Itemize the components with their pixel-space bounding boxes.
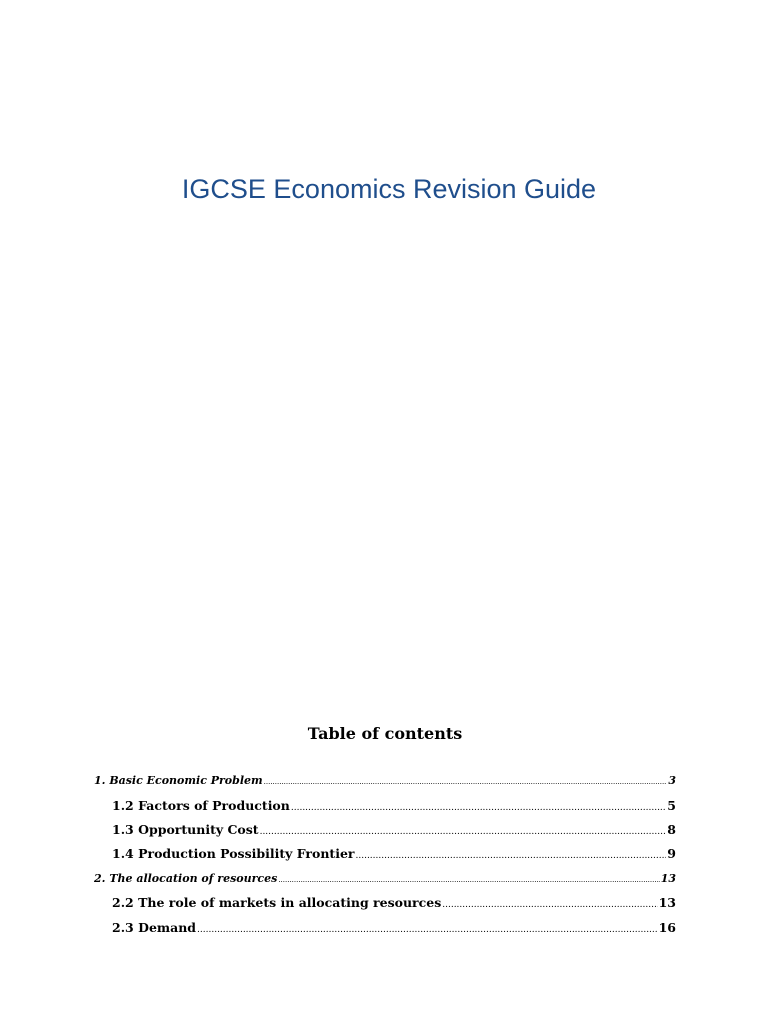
toc-entry-label: 1. Basic Economic Problem xyxy=(94,774,263,787)
toc-entry-page: 9 xyxy=(667,846,676,861)
toc-leader-dots xyxy=(260,822,667,837)
toc-entry[interactable] xyxy=(112,822,676,840)
toc-entry-page: 8 xyxy=(667,822,676,837)
toc-entry-label: 2. The allocation of resources xyxy=(94,872,278,885)
toc-entry[interactable] xyxy=(112,895,676,913)
toc-heading: Table of contents xyxy=(307,724,463,743)
toc-entry-label: 1.3 Opportunity Cost xyxy=(112,822,259,837)
toc-leader-dots xyxy=(442,895,657,910)
toc-entry[interactable] xyxy=(112,798,676,816)
document-title: IGCSE Economics Revision Guide xyxy=(181,174,597,204)
toc-entry-page: 3 xyxy=(668,774,676,787)
toc-entry-label: 1.2 Factors of Production xyxy=(112,798,290,813)
toc-entry-page: 13 xyxy=(660,872,676,885)
toc-leader-dots xyxy=(197,920,658,935)
toc-entry[interactable] xyxy=(112,846,676,864)
toc-entry[interactable] xyxy=(94,774,676,792)
toc-entry[interactable] xyxy=(112,920,676,938)
toc-leader-dots xyxy=(278,872,659,885)
toc-entry-page: 5 xyxy=(667,798,676,813)
toc-entry-label: 2.3 Demand xyxy=(112,920,197,935)
toc-entry-label: 1.4 Production Possibility Frontier xyxy=(112,846,355,861)
toc-entry[interactable] xyxy=(94,872,676,890)
toc-leader-dots xyxy=(356,846,667,861)
toc-leader-dots xyxy=(291,798,666,813)
toc-entry-page: 13 xyxy=(658,895,676,910)
toc-entry-page: 16 xyxy=(658,920,676,935)
toc-leader-dots xyxy=(264,774,668,787)
toc-entry-label: 2.2 The role of markets in allocating resources xyxy=(112,895,442,910)
